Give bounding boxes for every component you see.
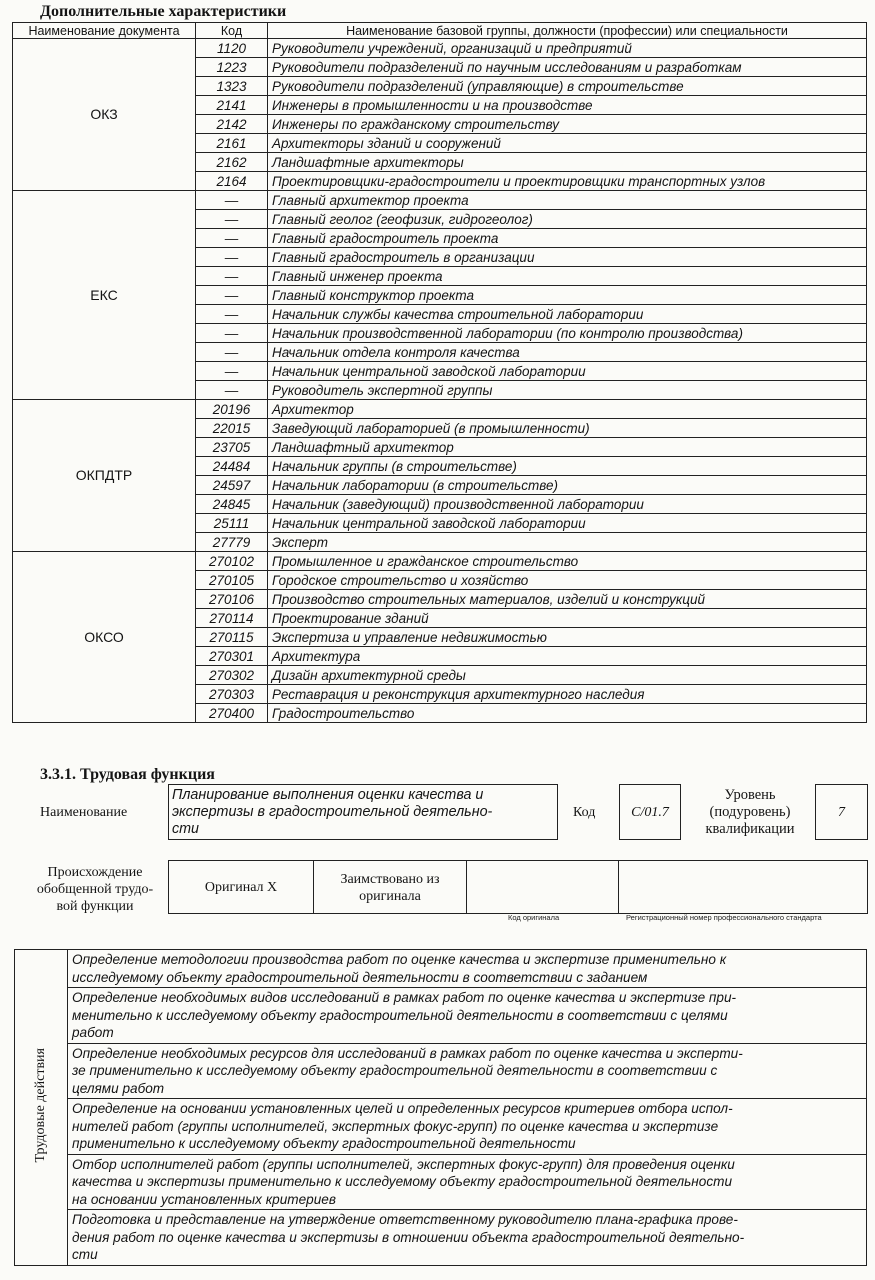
header-code: Код [196, 23, 268, 39]
origin-label-line: вой функции [56, 899, 134, 914]
labor-action-line: исследуемому объекту градостроительной деятельности в соответствии с заданием [72, 969, 648, 985]
code-cell: — [196, 381, 268, 400]
labor-action-line: применительно к исследуемому объекту градостроительной деятельности [72, 1136, 576, 1151]
occupation-name-cell: Промышленное и гражданское строительство [268, 552, 867, 571]
labor-action-cell [68, 1154, 867, 1210]
borrowed-line: оригинала [359, 889, 421, 904]
code-cell: — [196, 229, 268, 248]
occupation-name-cell: Главный градостроитель проекта [268, 229, 867, 248]
original-cell: Оригинал X [204, 880, 278, 895]
labor-actions-label-cell [15, 950, 68, 1266]
occupation-name-cell: Градостроительство [268, 704, 867, 723]
origin-label [28, 864, 162, 915]
code-cell: — [196, 286, 268, 305]
labor-action-cell [68, 988, 867, 1044]
occupation-name-cell: Проектировщики-градостроители и проектировщики транспортных узлов [268, 172, 867, 191]
level-label-line: квалификации [705, 821, 795, 837]
labor-action-line: Подготовка и представление на утверждение ответственному руководителю плана-графика прове- [72, 1212, 738, 1227]
code-cell: — [196, 362, 268, 381]
table-row [13, 191, 867, 210]
labor-actions-table [14, 949, 867, 1266]
code-cell: 1323 [196, 77, 268, 96]
occupation-name-cell: Архитектура [268, 647, 867, 666]
occupation-name-cell: Начальник производственной лаборатории (по контролю производства) [268, 324, 867, 343]
occupation-name-cell: Главный градостроитель в организации [268, 248, 867, 267]
code-original-caption: Код оригинала [508, 913, 560, 922]
code-cell: 23705 [196, 438, 268, 457]
list-item [15, 1043, 867, 1099]
labor-action-cell [68, 1099, 867, 1155]
code-cell: — [196, 248, 268, 267]
function-name-line: Планирование выполнения оценки качества и [172, 787, 484, 803]
labor-actions-body [15, 950, 867, 1266]
code-cell: 2142 [196, 115, 268, 134]
function-name-line: сти [172, 821, 200, 837]
level-value: 7 [838, 805, 845, 820]
code-cell: 27779 [196, 533, 268, 552]
labor-action-line: нителей работ (группы исполнителей, экспертных фокус-групп) по оценке качества и экспертизе [72, 1118, 719, 1134]
labor-action-line: работ [72, 1025, 114, 1040]
occupation-name-cell: Архитектор [268, 400, 867, 419]
occupation-name-cell: Инженеры по гражданскому строительству [268, 115, 867, 134]
code-cell: — [196, 191, 268, 210]
document-name-cell: ОКПДТР [13, 400, 196, 552]
occupation-name-cell: Проектирование зданий [268, 609, 867, 628]
occupation-name-cell: Главный архитектор проекта [268, 191, 867, 210]
labor-action-line: Определение на основании установленных целей и определенных ресурсов критериев отбора испол- [72, 1101, 733, 1116]
function-name-line: экспертизы в градостроительной деятельно- [172, 804, 493, 820]
occupation-name-cell: Реставрация и реконструкция архитектурного наследия [268, 685, 867, 704]
labor-action-line: Определение необходимых видов исследований в рамках работ по оценке качества и экспертизе при- [72, 990, 737, 1005]
header-document-name: Наименование документа [13, 23, 196, 39]
code-cell: 22015 [196, 419, 268, 438]
reg-number-caption: Регистрационный номер профессионального стандарта [626, 913, 822, 922]
labor-action-line: Определение необходимых ресурсов для исследований в рамках работ по оценке качества и эксперти- [72, 1045, 743, 1061]
list-item [15, 1154, 867, 1210]
occupation-name-cell: Заведующий лабораторией (в промышленности) [268, 419, 867, 438]
occupation-name-cell: Начальник центральной заводской лаборатории [268, 514, 867, 533]
code-cell: 24597 [196, 476, 268, 495]
code-cell: 270400 [196, 704, 268, 723]
table-row [13, 39, 867, 58]
code-cell: — [196, 210, 268, 229]
labor-action-line: Определение методологии производства работ по оценке качества и экспертизе применительно к [72, 952, 727, 967]
document-name-cell: ОКЗ [13, 39, 196, 191]
code-cell: 25111 [196, 514, 268, 533]
labor-action-cell [68, 1210, 867, 1266]
function-name-box [168, 784, 558, 840]
code-cell: 24845 [196, 495, 268, 514]
occupation-name-cell: Эксперт [268, 533, 867, 552]
occupation-name-cell: Ландшафтный архитектор [268, 438, 867, 457]
occupation-name-cell: Главный инженер проекта [268, 267, 867, 286]
code-cell: 270303 [196, 685, 268, 704]
code-cell: — [196, 305, 268, 324]
code-cell: — [196, 343, 268, 362]
level-label [690, 787, 810, 838]
labor-action-cell [68, 950, 867, 988]
code-cell: 24484 [196, 457, 268, 476]
table-header-row [13, 23, 867, 39]
code-value: C/01.7 [631, 805, 669, 820]
code-cell: 1223 [196, 58, 268, 77]
borrowed-line: Заимствовано из [340, 872, 440, 887]
header-group-name: Наименование базовой группы, должности (профессии) или специальности [268, 23, 867, 39]
list-item [15, 1099, 867, 1155]
section-title-additional: Дополнительные характеристики [40, 3, 287, 20]
occupation-name-cell: Руководители подразделений (управляющие) в строительстве [268, 77, 867, 96]
occupation-name-cell: Начальник лаборатории (в строительстве) [268, 476, 867, 495]
code-cell: 270105 [196, 571, 268, 590]
occupation-name-cell: Начальник отдела контроля качества [268, 343, 867, 362]
code-cell: 270301 [196, 647, 268, 666]
list-item [15, 988, 867, 1044]
document-name-cell: ЕКС [13, 191, 196, 400]
occupation-name-cell: Начальник (заведующий) производственной лаборатории [268, 495, 867, 514]
occupation-name-cell: Ландшафтные архитекторы [268, 153, 867, 172]
occupation-name-cell: Начальник службы качества строительной лаборатории [268, 305, 867, 324]
occupation-name-cell: Руководители учреждений, организаций и предприятий [268, 39, 867, 58]
code-cell: 270102 [196, 552, 268, 571]
table-row [13, 552, 867, 571]
code-cell: — [196, 267, 268, 286]
code-cell: 270106 [196, 590, 268, 609]
labor-actions-label: Трудовые действия [33, 1047, 49, 1163]
occupation-name-cell: Городское строительство и хозяйство [268, 571, 867, 590]
occupation-name-cell: Дизайн архитектурной среды [268, 666, 867, 685]
occupation-name-cell: Архитекторы зданий и сооружений [268, 134, 867, 153]
labor-action-line: менительно к исследуемому объекту градостроительной деятельности в соответствии с целями [72, 1007, 728, 1023]
borrowed-cell [314, 871, 466, 905]
labor-action-line: зе применительно к исследуемому объекту градостроительной деятельности в соответствии с [72, 1063, 718, 1078]
labor-action-cell [68, 1043, 867, 1099]
code-cell: 2161 [196, 134, 268, 153]
occupation-name-cell: Начальник группы (в строительстве) [268, 457, 867, 476]
level-box [815, 784, 868, 840]
list-item [15, 1210, 867, 1266]
list-item [15, 950, 867, 988]
code-cell: 2164 [196, 172, 268, 191]
occupation-name-cell: Производство строительных материалов, изделий и конструкций [268, 590, 867, 609]
code-label: Код [573, 805, 596, 820]
labor-action-line: дения работ по оценке качества и экспертизы в отношении объекта градостроительной деятельно- [72, 1229, 745, 1245]
code-cell: 2162 [196, 153, 268, 172]
code-cell: 20196 [196, 400, 268, 419]
occupation-name-cell: Руководитель экспертной группы [268, 381, 867, 400]
code-cell: 270114 [196, 609, 268, 628]
characteristics-body [13, 39, 867, 723]
labor-action-line: целями работ [72, 1080, 165, 1096]
occupation-name-cell: Руководители подразделений по научным исследованиям и разработкам [268, 58, 867, 77]
level-label-line: (подуровень) [709, 804, 791, 820]
labor-action-line: на основании установленных критериев [72, 1191, 336, 1207]
occupation-name-cell: Экспертиза и управление недвижимостью [268, 628, 867, 647]
labor-action-line: сти [72, 1247, 98, 1262]
table-row [13, 400, 867, 419]
code-cell: 1120 [196, 39, 268, 58]
origin-label-line: обобщенной трудо- [36, 882, 154, 897]
function-title: 3.3.1. Трудовая функция [40, 766, 215, 783]
occupation-name-cell: Главный геолог (геофизик, гидрогеолог) [268, 210, 867, 229]
labor-action-line: качества и экспертизы применительно к исследуемому объекту градостроительной деятельности [72, 1174, 733, 1189]
origin-table [168, 860, 868, 914]
code-cell: — [196, 324, 268, 343]
labor-action-line: Отбор исполнителей работ (группы исполнителей, экспертных фокус-групп) для проведения оценки [72, 1156, 735, 1172]
code-cell: 2141 [196, 96, 268, 115]
occupation-name-cell: Главный конструктор проекта [268, 286, 867, 305]
code-box [619, 784, 681, 840]
name-label: Наименование [40, 805, 128, 820]
document-name-cell: ОКСО [13, 552, 196, 723]
code-cell: 270302 [196, 666, 268, 685]
characteristics-table [12, 22, 867, 723]
origin-label-line: Происхождение [47, 865, 143, 880]
occupation-name-cell: Инженеры в промышленности и на производстве [268, 96, 867, 115]
code-cell: 270115 [196, 628, 268, 647]
level-label-line: Уровень [724, 787, 776, 803]
occupation-name-cell: Начальник центральной заводской лаборатории [268, 362, 867, 381]
